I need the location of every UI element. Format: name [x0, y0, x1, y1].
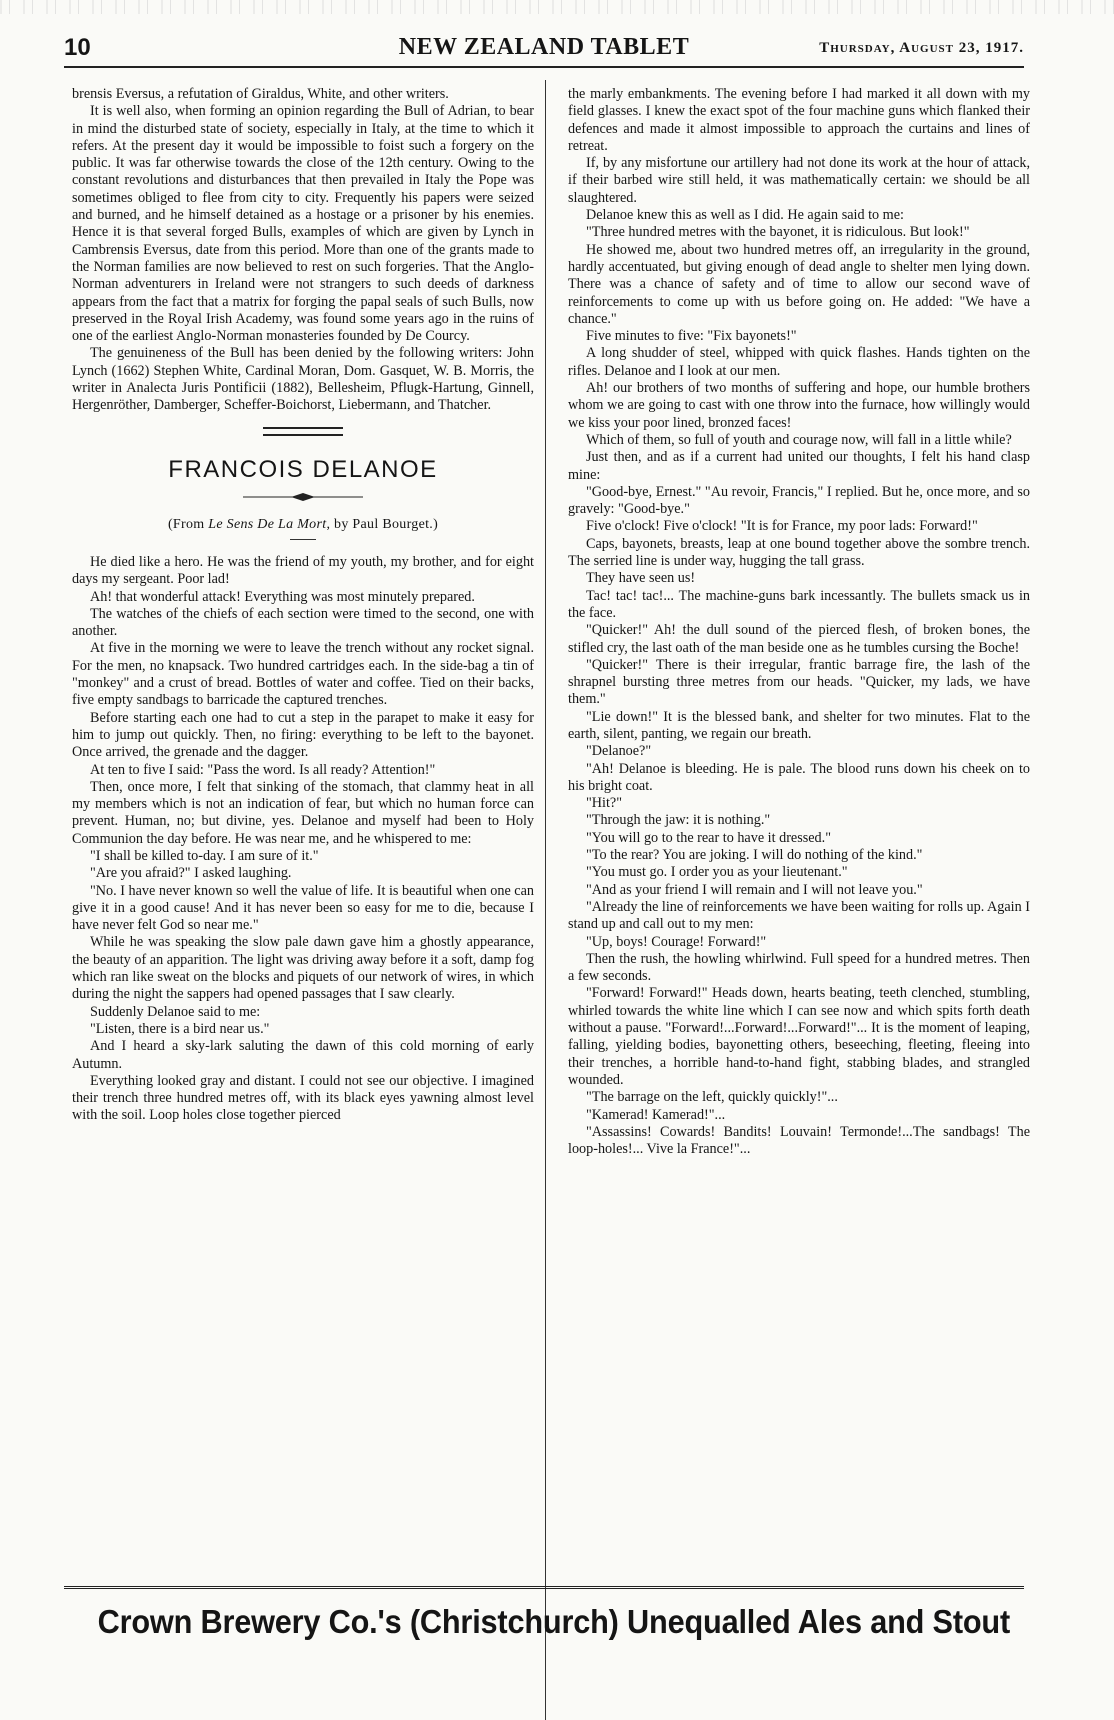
paragraph: Five minutes to five: "Fix bayonets!" [586, 328, 797, 345]
paragraph: They have seen us! [586, 570, 696, 587]
paragraph: the marly embankments. The evening before I had marked it all down with my field glasses. I knew the exact spot of the four machine guns which flanked their defences and made it almost impossible to approach the curtains and lines of retreat. [568, 86, 1030, 154]
header-rule [64, 66, 1024, 68]
paragraph: "Quicker!" There is their irregular, frantic barrage fire, the lash of the shrapnel bursting three metres from our heads. "Quicker, my lads, we have them." [568, 656, 1030, 708]
advertisement-banner: Crown Brewery Co.'s (Christchurch) Unequalled Ales and Stout [97, 1603, 1011, 1640]
source-book-title: Le Sens De La Mort [208, 516, 327, 532]
paragraph: Ah! that wonderful attack! Everything was most minutely prepared. [90, 588, 475, 605]
title-ornament [243, 492, 363, 502]
paragraph: Everything looked gray and distant. I could not see our objective. I imagined their trench three hundred metres off, with its black eyes yawning almost level with the soil. Loop holes close together pierced [72, 1072, 534, 1124]
paragraph: "Already the line of reinforcements we have been waiting for rolls up. Again I stand up and call out to my men: [568, 898, 1030, 933]
paragraph: "I shall be killed to-day. I am sure of it." [90, 847, 319, 864]
paragraph: brensis Eversus, a refutation of Giraldus, White, and other writers. [72, 86, 449, 102]
paragraph: "The barrage on the left, quickly quickly!"... [586, 1089, 838, 1106]
paragraph: A long shudder of steel, whipped with quick flashes. Hands tighten on the rifles. Delanoe and I look at our men. [568, 345, 1030, 379]
paragraph: "No. I have never known so well the value of life. It is beautiful when one can give it in a good cause! And it has never been so easy for me to die, because I have never felt God so near me." [72, 882, 534, 934]
paragraph: Then the rush, the howling whirlwind. Full speed for a hundred metres. Then a few seconds. [568, 950, 1030, 985]
paragraph: Suddenly Delanoe said to me: [90, 1003, 261, 1020]
paragraph: While he was speaking the slow pale dawn gave him a ghostly appearance, the beauty of an apparition. The light was driving away before it a soft, damp fog which ran like sweat on the blocks and piquets of our network of wires, in which during the night the sappers had opened passages that I saw clearly. [72, 934, 534, 1003]
issue-date: Thursday, August 23, 1917. [819, 40, 1024, 56]
right-column [568, 86, 1030, 1158]
paragraph: "Are you afraid?" I asked laughing. [90, 865, 292, 882]
source-author: , by Paul Bourget.) [326, 516, 439, 532]
paragraph: Delanoe knew this as well as I did. He again said to me: [586, 207, 904, 224]
page-header [64, 34, 1024, 64]
column-divider [545, 80, 546, 1720]
paragraph: "Assassins! Cowards! Bandits! Louvain! Termonde!...The sandbags! The loop-holes!... Vive la France!"... [568, 1123, 1030, 1158]
paragraph: At five in the morning we were to leave the trench without any rocket signal. For the men, no knapsack. Two hundred cartridges each. In the side-bag a tin of "monkey" and a crust of bread. Bottles of water and coffee. Tied on their backs, five empty sandbags to barricade the captured trenches. [72, 640, 534, 709]
paragraph: It is well also, when forming an opinion regarding the Bull of Adrian, to bear in mind the disturbed state of society, especially in Italy, at the time to which it refers. At the present day it would be impossible to foist such a forgery on the public. It was far otherwise towards the close of the 12th century. Owing to the constant revolutions and disturbances that then prevailed in Italy the Pope was sometimes obliged to flee from city to city. Frequently his papers were seized and burned, and he himself detained as a hostage or a prisoner by his enemies. Hence it is that several forged Bulls, examples of which are given by Lynch in Cambrensis Eversus, date from this period. More than one of the grants made to the Norman families are now believed to rest on such forgeries. That the Anglo-Norman adventurers in Ireland were not strangers to such deeds of darkness appears from the fact that a matrix for forging the papal seals of such Bulls, now preserved in the Royal Irish Academy, was found some years ago in the ruins of one of the earliest Anglo-Norman monasteries founded by De Courcy. [72, 103, 534, 345]
section-separator [263, 427, 343, 436]
publication-title: NEW ZEALAND TABLET [398, 34, 690, 60]
paragraph: "Through the jaw: it is nothing." [586, 812, 771, 829]
paragraph: "Up, boys! Courage! Forward!" [586, 933, 767, 950]
paragraph: Five o'clock! Five o'clock! "It is for France, my poor lads: Forward!" [586, 518, 978, 535]
source-prefix: (From [167, 516, 209, 532]
article-title: FRANCOIS DELANOE [168, 455, 438, 483]
short-rule [290, 539, 316, 540]
advertisement-rule [64, 1586, 1024, 1589]
paragraph: Just then, and as if a current had united our thoughts, I felt his hand clasp mine: [568, 449, 1030, 483]
paragraph: "Delanoe?" [586, 743, 652, 760]
paragraph: Tac! tac! tac!... The machine-guns bark incessantly. The bullets smack us in the face. [568, 587, 1030, 621]
paragraph: "Ah! Delanoe is bleeding. He is pale. The blood runs down his cheek on to his bright coat. [568, 760, 1030, 794]
paragraph: Ah! our brothers of two months of suffering and hope, our humble brothers whom we are going to cast with one throw into the furnace, how willingly would we kiss your poor lined, bronzed faces! [568, 380, 1030, 431]
article-source [72, 516, 534, 533]
paragraph: "To the rear? You are joking. I will do nothing of the kind." [586, 847, 923, 864]
paragraph: The genuineness of the Bull has been denied by the following writers: John Lynch (1662) Stephen White, Cardinal Moran, Dom. Gasquet, W. B. Morris, the writer in Analecta Juris Pontificii (1882), Bellesheim, Pflugk-Hartung, Ginnell, Hergenröther, Damberger, Scheffer-Boichorst, Liebermann, and Thatcher. [72, 345, 534, 414]
paragraph: Caps, bayonets, breasts, leap at one bound together above the sombre trench. The serried line is under way, hugging the tall grass. [568, 535, 1030, 570]
paragraph: At ten to five I said: "Pass the word. Is all ready? Attention!" [90, 761, 436, 778]
paragraph: He showed me, about two hundred metres off, an irregularity in the ground, hardly accentuated, but giving enough of dead angle to shelter men lying down. There was a chance of safety and of time to allow our second wave of reinforcements to come up with us before going on. He added: "We have a chance." [568, 241, 1030, 327]
paragraph: "Hit?" [586, 795, 623, 812]
paragraph: If, by any misfortune our artillery had not done its work at the hour of attack, if their barbed wire still held, it was mathematically certain: we should be all slaughtered. [568, 155, 1030, 206]
paragraph: Which of them, so full of youth and courage now, will fall in a little while? [586, 431, 1012, 448]
paragraph: Before starting each one had to cut a step in the parapet to make it easy for him to jump out quickly. Then, no firing: everything to be left to the bayonet. Once arrived, the grenade and the dagger. [72, 709, 534, 761]
paragraph: He died like a hero. He was the friend of my youth, my brother, and for eight days my sergeant. Poor lad! [72, 553, 534, 588]
paragraph: "Listen, there is a bird near us." [90, 1020, 270, 1037]
paragraph: "Quicker!" Ah! the dull sound of the pierced flesh, of broken bones, the stifled cry, the last oath of the man beside one as he tumbles cursing the Boche! [568, 622, 1030, 656]
paragraph: "Lie down!" It is the blessed bank, and shelter for two minutes. Flat to the earth, silent, panting, we regain our breath. [568, 708, 1030, 742]
left-column [72, 86, 534, 1125]
scan-edge-artifact [0, 0, 1114, 14]
paragraph: "Three hundred metres with the bayonet, it is ridiculous. But look!" [586, 224, 970, 241]
paragraph: "Good-bye, Ernest." "Au revoir, Francis," I replied. But he, once more, and so gravely: "Good-bye." [568, 483, 1030, 518]
page-number: 10 [64, 34, 91, 61]
paragraph: Then, once more, I felt that sinking of the stomach, that clammy heat in all my members which is not an indication of fear, but which no human force can prevent. Human, no; but divine, yes. Delanoe and myself had been to Holy Communion the day before. He was near me, and he whispered to me: [72, 778, 534, 847]
paragraph: And I heard a sky-lark saluting the dawn of this cold morning of early Autumn. [72, 1038, 534, 1072]
paragraph: "You will go to the rear to have it dressed." [586, 829, 831, 846]
paragraph: "You must go. I order you as your lieutenant." [586, 864, 848, 881]
paragraph: The watches of the chiefs of each section were timed to the second, one with another. [72, 605, 534, 640]
paragraph: "Kamerad! Kamerad!"... [586, 1106, 726, 1123]
paragraph: "Forward! Forward!" Heads down, hearts beating, teeth clenched, stumbling, whirled towards the white line which I can see now and which spits forth death without a pause. "Forward!...Forward!...Forward!"... It is the moment of leaping, falling, yielding bodies, bayonetting others, beseeching, fleeting, fleeing into their trenches, a horrible hand-to-hand fight, stabbing blades, and strangled wounded. [568, 985, 1030, 1088]
paragraph: "And as your friend I will remain and I will not leave you." [586, 881, 923, 898]
